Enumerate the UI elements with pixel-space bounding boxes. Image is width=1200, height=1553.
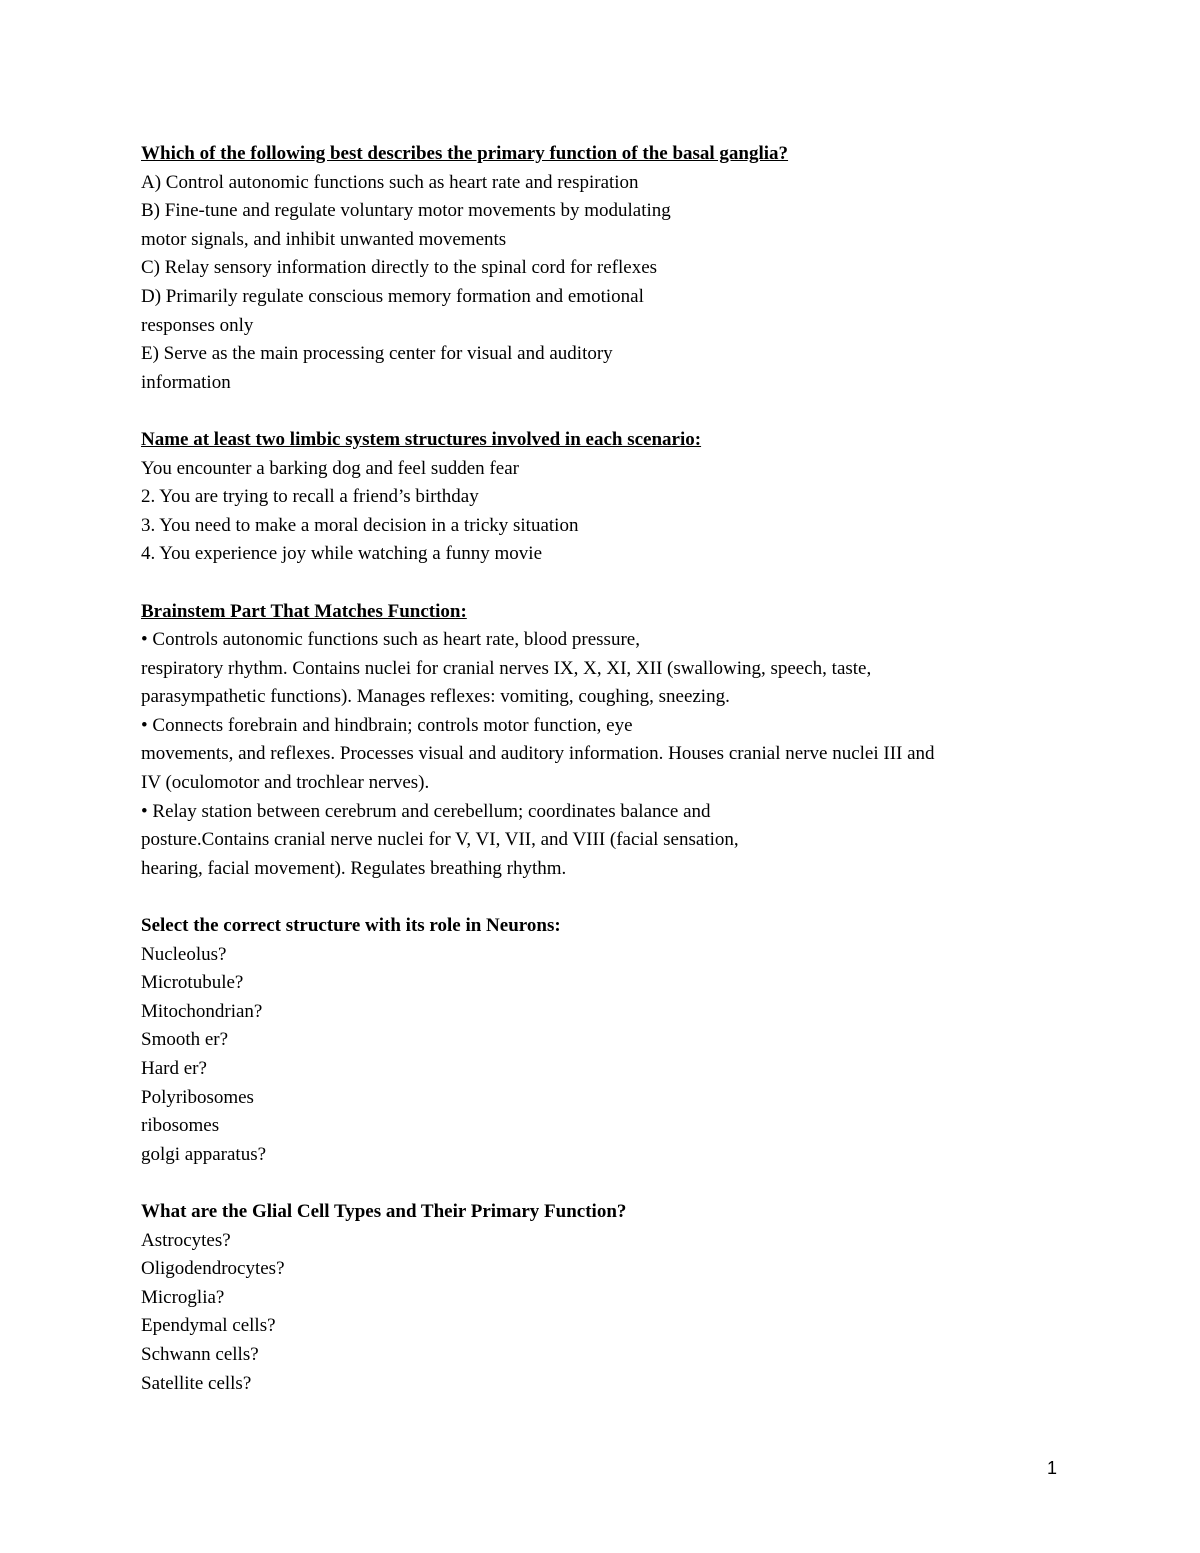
- glial-cell-item: Microglia?: [141, 1286, 225, 1308]
- section-spacer: [141, 569, 1071, 598]
- option-d: D) Primarily regulate conscious memory formation and emotional: [141, 285, 644, 307]
- neuron-structure-item: ribosomes: [141, 1115, 220, 1137]
- question-heading-glial-cells: What are the Glial Cell Types and Their Primary Function?: [141, 1200, 627, 1222]
- brainstem-function-line: • Relay station between cerebrum and cerebellum; coordinates balance and: [141, 800, 711, 822]
- neuron-structure-item: golgi apparatus?: [141, 1143, 267, 1165]
- glial-cell-item: Ependymal cells?: [141, 1315, 276, 1337]
- neuron-structure-item: Microtubule?: [141, 972, 244, 994]
- scenario-item: 4. You experience joy while watching a funny movie: [141, 543, 543, 565]
- glial-cell-item: Oligodendrocytes?: [141, 1258, 285, 1280]
- option-c: C) Relay sensory information directly to the spinal cord for reflexes: [141, 257, 658, 279]
- section-spacer: [141, 883, 1071, 912]
- option-e: E) Serve as the main processing center for visual and auditory: [141, 343, 613, 365]
- glial-cell-item: Satellite cells?: [141, 1372, 252, 1394]
- page-number: 1: [1047, 1458, 1058, 1478]
- brainstem-function-line: • Connects forebrain and hindbrain; controls motor function, eye: [141, 714, 633, 736]
- neuron-structure-item: Mitochondrian?: [141, 1000, 263, 1022]
- brainstem-function-line: IV (oculomotor and trochlear nerves).: [141, 772, 430, 794]
- option-d-continued: responses only: [141, 314, 254, 336]
- brainstem-function-line: parasympathetic functions). Manages reflexes: vomiting, coughing, sneezing.: [141, 686, 730, 708]
- neuron-structure-item: Smooth er?: [141, 1029, 229, 1051]
- option-e-continued: information: [141, 371, 231, 393]
- section-spacer: [141, 397, 1071, 426]
- question-heading-brainstem: Brainstem Part That Matches Function:: [141, 600, 467, 622]
- brainstem-function-line: respiratory rhythm. Contains nuclei for cranial nerves IX, X, XI, XII (swallowing, speech, taste,: [141, 657, 872, 679]
- scenario-item: You encounter a barking dog and feel sudden fear: [141, 457, 519, 479]
- glial-cell-item: Astrocytes?: [141, 1229, 231, 1251]
- brainstem-function-line: posture.Contains cranial nerve nuclei for V, VI, VII, and VIII (facial sensation,: [141, 829, 739, 851]
- brainstem-function-line: movements, and reflexes. Processes visual and auditory information. Houses cranial nerve nuclei III and: [141, 743, 935, 765]
- question-heading-basal-ganglia: Which of the following best describes the primary function of the basal ganglia?: [141, 143, 789, 164]
- brainstem-function-line: • Controls autonomic functions such as heart rate, blood pressure,: [141, 629, 640, 651]
- section-spacer: [141, 1169, 1071, 1198]
- question-heading-limbic-system: Name at least two limbic system structures involved in each scenario:: [141, 428, 702, 450]
- scenario-item: 3. You need to make a moral decision in a tricky situation: [141, 514, 579, 536]
- document-body: [141, 140, 1071, 1398]
- brainstem-function-line: hearing, facial movement). Regulates breathing rhythm.: [141, 857, 567, 879]
- option-b: B) Fine-tune and regulate voluntary motor movements by modulating: [141, 200, 671, 222]
- option-b-continued: motor signals, and inhibit unwanted movements: [141, 228, 507, 250]
- glial-cell-item: Schwann cells?: [141, 1343, 259, 1365]
- neuron-structure-item: Nucleolus?: [141, 943, 227, 965]
- neuron-structure-item: Hard er?: [141, 1058, 207, 1079]
- option-a: A) Control autonomic functions such as heart rate and respiration: [141, 171, 639, 193]
- scenario-item: 2. You are trying to recall a friend’s birthday: [141, 486, 479, 508]
- question-heading-neuron-structures: Select the correct structure with its role in Neurons:: [141, 915, 561, 937]
- neuron-structure-item: Polyribosomes: [141, 1086, 254, 1108]
